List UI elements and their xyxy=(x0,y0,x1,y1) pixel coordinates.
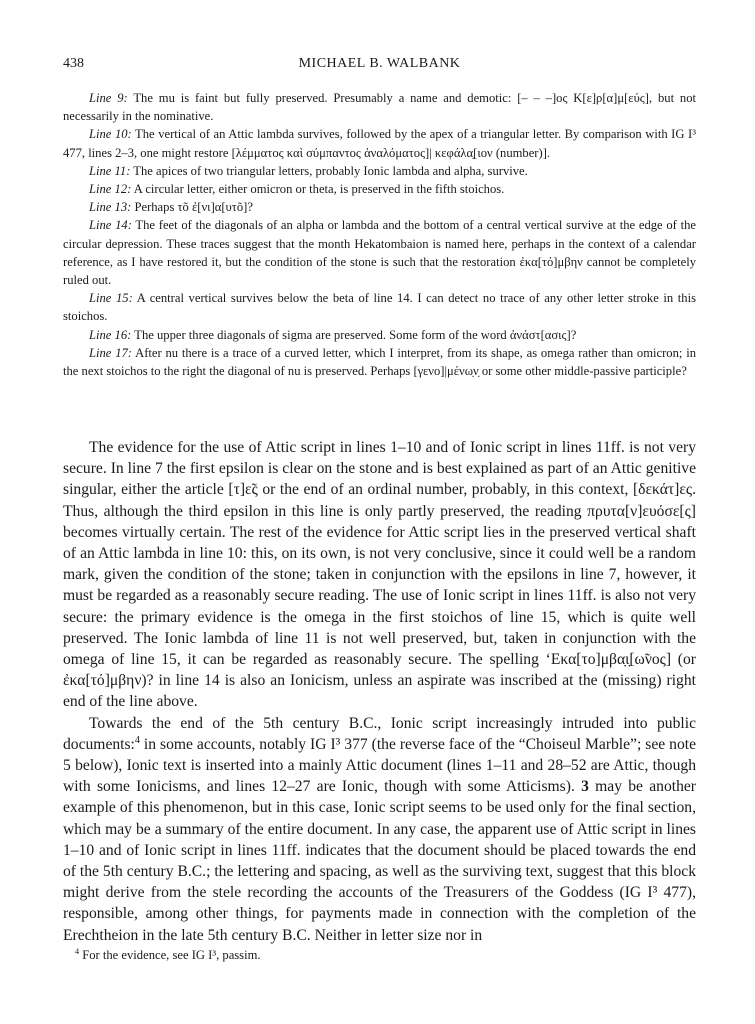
note-label: Line 9: xyxy=(89,91,128,105)
line-notes xyxy=(63,89,696,380)
note-text: The vertical of an Attic lambda survives, followed by the apex of a triangular letter. By comparison with IG I³ 477, lines 2–3, one might restore [λέμματος καὶ σύμπαντος ἀναλόματος]| κεφάλα̣[ιον (number)]. xyxy=(63,127,696,160)
note-line-9 xyxy=(63,89,696,125)
note-label: Line 16: xyxy=(89,327,132,342)
note-text: The feet of the diagonals of an alpha or lambda and the bottom of a central vertical survive at the edge of the circular depression. These traces suggest that the month Hekatombaion is named here, perhaps in the context of a calendar reference, as I have restored it, but the condition of the stone is such that the restoration ἐκα[τό]μβην cannot be completely ruled out. xyxy=(63,218,696,288)
page-header xyxy=(63,56,696,76)
note-label: Line 11: xyxy=(89,163,131,178)
note-line-14 xyxy=(63,216,696,289)
note-text: After nu there is a trace of a curved letter, which I interpret, from its shape, as omega rather than omicron; in the next stoichos to the right the diagonal of nu is preserved. Perhaps [γενο]|μένω̣ν̣ or some other middle-passive participle? xyxy=(63,345,696,379)
note-text: A central vertical survives below the beta of line 14. I can detect no trace of any other letter stroke in this stoichos. xyxy=(63,291,696,324)
note-line-15 xyxy=(63,289,696,325)
paragraph-2 xyxy=(63,713,696,946)
paragraph-2-part-c: may be another example of this phenomenon, but in this case, Ionic script seems to be used only for the final section, which may be a summary of the entire document. In any case, the apparent use of Attic script in lines 1–10 and of Ionic script in lines 11ff. indicates that the document should be placed towards the end of the 5th century B.C.; the lettering and spacing, as well as the surviving text, suggest that this block might derive from the stele recording the accounts of the Treasurers of the Goddess (IG I³ 477), responsible, among other things, for payments made in connection with the completion of the Erechtheion in the late 5th century B.C. Neither in letter size nor in xyxy=(63,778,696,944)
note-label: Line 14: xyxy=(89,218,132,233)
note-label: Line 12: xyxy=(89,182,132,197)
main-text xyxy=(63,437,696,946)
footnote xyxy=(63,946,696,964)
note-label: Line 17: xyxy=(89,345,132,360)
footnote-text: For the evidence, see IG I³, passim. xyxy=(79,948,261,962)
paragraph-1: The evidence for the use of Attic script in lines 1–10 and of Ionic script in lines 11ff. is not very secure. In line 7 the first epsilon is clear on the stone and is best explained as part of an Attic genitive singular, either the article [τ]ε̃ς or the end of an ordinal number, probably, in this context, [δεκάτ]ες. Thus, although the third epsilon in this line is only partly preserved, the reading πρυτα[ν]ευόσε[ς] becomes virtually certain. The rest of the evidence for Attic script lies in the preserved vertical shaft of an Attic lambda in line 10: this, on its own, is not very conclusive, since it could well be a random mark, given the condition of the stone; taken in conjunction with the epsilons in line 7, however, it must be regarded as a reasonably secure reading. The use of Ionic script in lines 11ff. is also not very secure: the primary evidence is the omega in the first stoichos of line 15, which is quite well preserved. The Ionic lambda of line 11 is not well preserved, but, taken in conjunction with the omega of line 15, it can be regarded as reasonably secure. The spelling ‘Εκα[το]μβα̣ι̣[ω̃νος] (or ἐκα[τό]μβην)? in line 14 is also an Ionicism, unless an aspirate was inscribed at the (missing) right end of the line above. xyxy=(63,439,696,711)
note-label: Line 15: xyxy=(89,291,133,306)
running-head: MICHAEL B. WALBANK xyxy=(298,56,461,71)
paragraph-2-part-b: in some accounts, notably IG I³ 377 (the reverse face of the “Choiseul Marble”; see note 5 below), Ionic text is inserted into a mainly Attic document (lines 1–11 and 28–52 are Attic, though with some Ionicisms, and lines 12–27 are Ionic, though with some Atticisms). xyxy=(63,735,696,796)
footnote-marker: 4 xyxy=(75,946,80,956)
note-line-16 xyxy=(63,326,696,344)
paragraph-2-part-a: Towards the end of the 5th century B.C., Ionic script increasingly intruded into public documents: xyxy=(63,714,696,753)
note-line-11 xyxy=(63,162,696,180)
page-number: 438 xyxy=(63,56,84,71)
note-label: Line 13: xyxy=(89,200,132,215)
footnote-reference: 4 xyxy=(134,734,140,746)
note-text: A circular letter, either omicron or theta, is preserved in the fifth stoichos. xyxy=(131,182,505,197)
note-line-12 xyxy=(63,180,696,198)
note-text: The upper three diagonals of sigma are preserved. Some form of the word ἀνάστ[ασις]? xyxy=(131,327,577,342)
inscription-number: 3 xyxy=(581,778,589,796)
note-line-10 xyxy=(63,125,696,161)
note-line-17 xyxy=(63,344,696,380)
note-text: The apices of two triangular letters, probably Ionic lambda and alpha, survive. xyxy=(130,163,528,178)
note-label: Line 10: xyxy=(89,127,132,142)
note-text: The mu is faint but fully preserved. Presumably a name and demotic: [– – –]ος Κ[ε]ρ[α]μ[εύς], but not necessarily in the nominative. xyxy=(63,91,697,124)
note-line-13 xyxy=(63,198,696,216)
note-text: Perhaps τõ ἐ[νι]α[υτõ]? xyxy=(131,200,253,215)
